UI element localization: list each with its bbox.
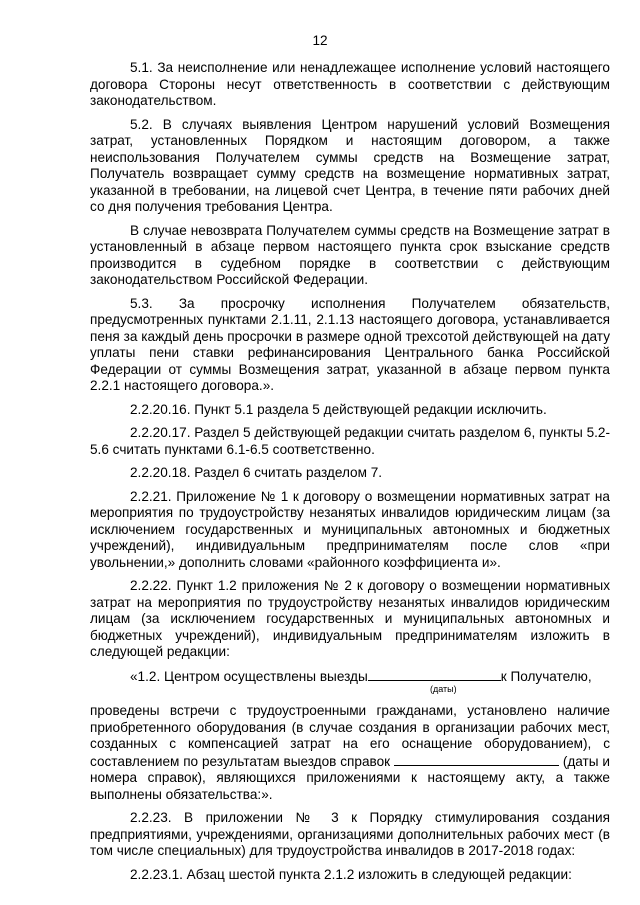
certificates-blank-line	[394, 753, 559, 766]
visits-text-end: к Получателю,	[500, 668, 592, 684]
paragraph-1-2-visits	[90, 668, 610, 686]
paragraph-meetings	[90, 703, 610, 803]
dates-blank-line	[368, 668, 501, 681]
dates-caption: (даты)	[430, 684, 457, 694]
paragraph-5-3: 5.3. За просрочку исполнения Получателем обязательств, предусмотренных пунктами 2.1.11, 2.1.13 настоящего договора, устанавливается пеня за каждый день просрочки в размере одной трехсотой действующей на дату уплаты пени ставки рефинансирования Центрального банка Российской Федерации от суммы Возмещения затрат, указанной в абзаце первом пункта 2.2.1 настоящего договора.».	[90, 295, 610, 393]
paragraph-2-2-20-17: 2.2.20.17. Раздел 5 действующей редакции считать разделом 6, пункты 5.2-5.6 считать пунктами 6.1-6.5 соответственно.	[90, 425, 610, 457]
page-number: 12	[312, 33, 328, 48]
paragraph-2-2-20-16: 2.2.20.16. Пункт 5.1 раздела 5 действующей редакции исключить.	[130, 401, 547, 417]
paragraph-2-2-23: 2.2.23. В приложении № 3 к Порядку стимулирования создания предприятиями, учреждениями, организациями дополнительных рабочих мест (в том числе специальных) для трудоустройства инвалидов в 2017-2018 годах:	[90, 810, 610, 858]
meetings-text-end: (даты и номера справок), являющихся приложениями к настоящему акту, а также выполнены обязательства:».	[90, 753, 610, 802]
paragraph-2-2-21: 2.2.21. Приложение № 1 к договору о возмещении нормативных затрат на мероприятия по трудоустройству незанятых инвалидов юридическим лицам (за исключением государственных и муниципальных автономных и бюджетных учреждений), индивидуальным предпринимателям после слов «при увольнении,» дополнить словами «районного коэффициента и».	[90, 488, 610, 570]
paragraph-2-2-23-1: 2.2.23.1. Абзац шестой пункта 2.1.2 изложить в следующей редакции:	[130, 866, 572, 882]
meetings-text: проведены встречи с трудоустроенными гражданами, установлено наличие приобретенного оборудования (в случае создания в организации рабочих мест, созданных с компенсацией затрат на его оснащение оборудованием), с составлением по результатам выездов справок	[90, 703, 610, 769]
visits-text-start: «1.2. Центром осуществлены выезды	[130, 668, 368, 684]
document-body	[90, 60, 610, 890]
paragraph-5-2: 5.2. В случаях выявления Центром нарушений условий Возмещения затрат, установленных Порядком и настоящим договором, а также неиспользования Получателем суммы средств на Возмещение затрат, Получатель возвращает сумму средств на возмещение нормативных затрат, указанной в требовании, на лицевой счет Центра, в течение пяти рабочих дней со дня получения требования Центра.	[90, 116, 610, 214]
paragraph-2-2-20-18: 2.2.20.18. Раздел 6 считать разделом 7.	[130, 465, 383, 480]
paragraph-2-2-22: 2.2.22. Пункт 1.2 приложения № 2 к договору о возмещении нормативных затрат на мероприятия по трудоустройству незанятых инвалидов юридическим лицам (за исключением государственных и муниципальных автономных и бюджетных учреждений), индивидуальным предпринимателям изложить в следующей редакции:	[90, 578, 610, 659]
paragraph-non-return: В случае невозврата Получателем суммы средств на Возмещение затрат в установленный в абзаце первом настоящего пункта срок взыскание средств производится в судебном порядке в соответствии с действующим законодательством Российской Федерации.	[90, 222, 610, 287]
paragraph-5-1: 5.1. За неисполнение или ненадлежащее исполнение условий настоящего договора Стороны несут ответственность в соответствии с действующим законодательством.	[90, 60, 610, 108]
